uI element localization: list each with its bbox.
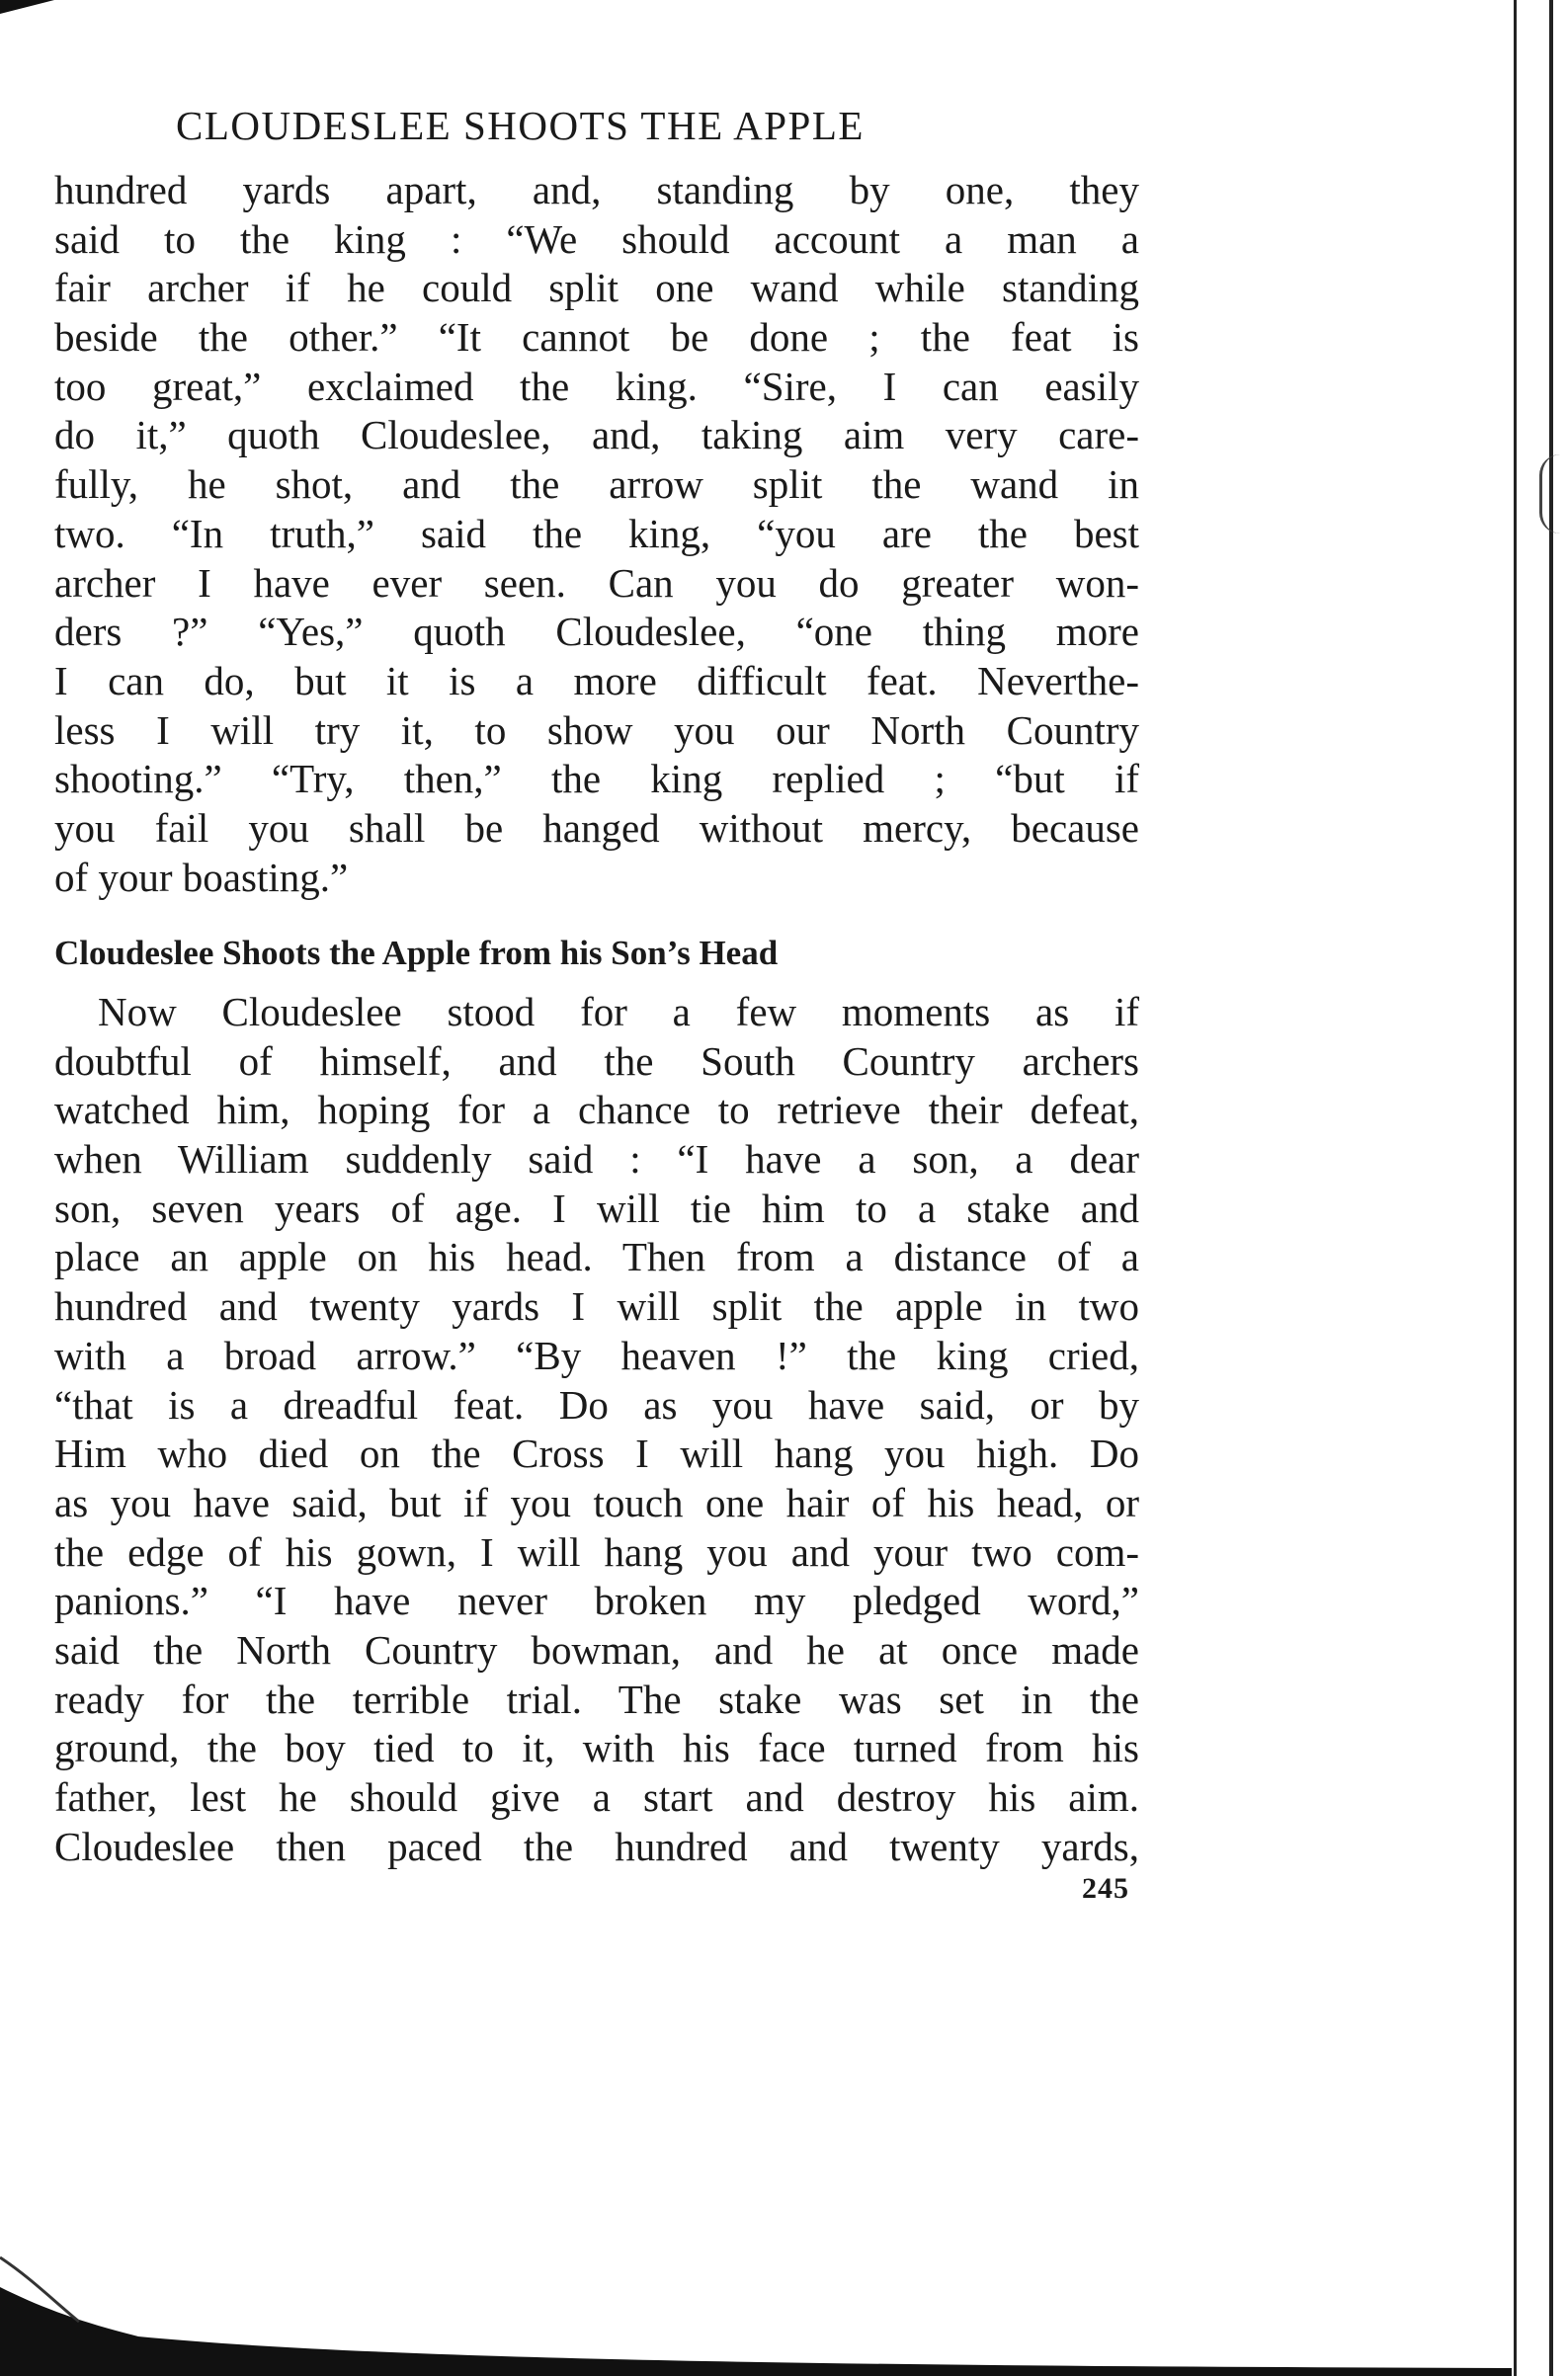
text-line: archer I have ever seen. Can you do greater won-: [54, 559, 1139, 606]
text-line: Now Cloudeslee stood for a few moments as if: [98, 989, 1139, 1034]
section-subheading: Cloudeslee Shoots the Apple from his Son’s Head: [54, 934, 779, 972]
text-line: of your boasting.”: [54, 854, 349, 900]
page-curl-shadow-shape: [0, 2287, 1512, 2376]
text-line: as you have said, but if you touch one hair of his head, or: [54, 1479, 1139, 1525]
text-line: watched him, hoping for a chance to retrieve their defeat,: [54, 1087, 1139, 1133]
text-line: I can do, but it is a more difficult feat. Neverthe-: [54, 657, 1139, 703]
text-line: do it,” quoth Cloudeslee, and, taking aim very care-: [54, 412, 1139, 458]
text-line: doubtful of himself, and the South Country archers: [54, 1037, 1139, 1084]
text-line: the edge of his gown, I will hang you and your two com-: [54, 1528, 1139, 1575]
paragraph-2: [54, 988, 1139, 1871]
text-line: Him who died on the Cross I will hang you high. Do: [54, 1431, 1139, 1477]
text-line: when William suddenly said : “I have a son, a dear: [54, 1136, 1139, 1183]
corner-mark: [0, 0, 54, 14]
text-line: said to the king : “We should account a man a: [54, 215, 1139, 262]
text-line: two. “In truth,” said the king, “you are the best: [54, 510, 1139, 556]
text-line: ders ?” “Yes,” quoth Cloudeslee, “one thing more: [54, 609, 1139, 655]
text-line: too great,” exclaimed the king. “Sire, I can easily: [54, 363, 1139, 409]
text-line: son, seven years of age. I will tie him to a stake and: [54, 1185, 1139, 1231]
text-line: fair archer if he could split one wand while standing: [54, 265, 1139, 311]
margin-bracket-mark: [1539, 454, 1560, 533]
text-line: you fail you shall be hanged without mercy, because: [54, 804, 1139, 851]
text-line: beside the other.” “It cannot be done ; the feat is: [54, 314, 1139, 361]
text-line: ready for the terrible trial. The stake was set in the: [54, 1676, 1139, 1722]
text-line: less I will try it, to show you our North Country: [54, 706, 1139, 753]
page-edge-line: [1549, 0, 1553, 2376]
text-line: panions.” “I have never broken my pledged word,”: [54, 1578, 1139, 1624]
text-line: fully, he shot, and the arrow split the wand in: [54, 461, 1139, 508]
text-line: shooting.” “Try, then,” the king replied ; “but if: [54, 756, 1139, 802]
text-line: said the North Country bowman, and he at once made: [54, 1626, 1139, 1673]
text-line: Cloudeslee then paced the hundred and twenty yards,: [54, 1823, 1139, 1869]
paragraph-1: [54, 166, 1139, 902]
text-line: hundred yards apart, and, standing by one, they: [54, 167, 1139, 212]
running-head: CLOUDESLEE SHOOTS THE APPLE: [176, 103, 865, 148]
text-line: ground, the boy tied to it, with his face turned from his: [54, 1725, 1139, 1771]
text-line: father, lest he should give a start and destroy his aim.: [54, 1774, 1139, 1820]
text-line: “that is a dreadful feat. Do as you have said, or by: [54, 1381, 1139, 1428]
text-line: with a broad arrow.” “By heaven !” the king cried,: [54, 1332, 1139, 1378]
text-line: hundred and twenty yards I will split the apple in two: [54, 1283, 1139, 1330]
text-line: place an apple on his head. Then from a distance of a: [54, 1234, 1139, 1280]
page-curl-shadow: [0, 2228, 1512, 2376]
page-edge-line: [1514, 0, 1517, 2376]
page-number: 245: [1082, 1872, 1129, 1905]
